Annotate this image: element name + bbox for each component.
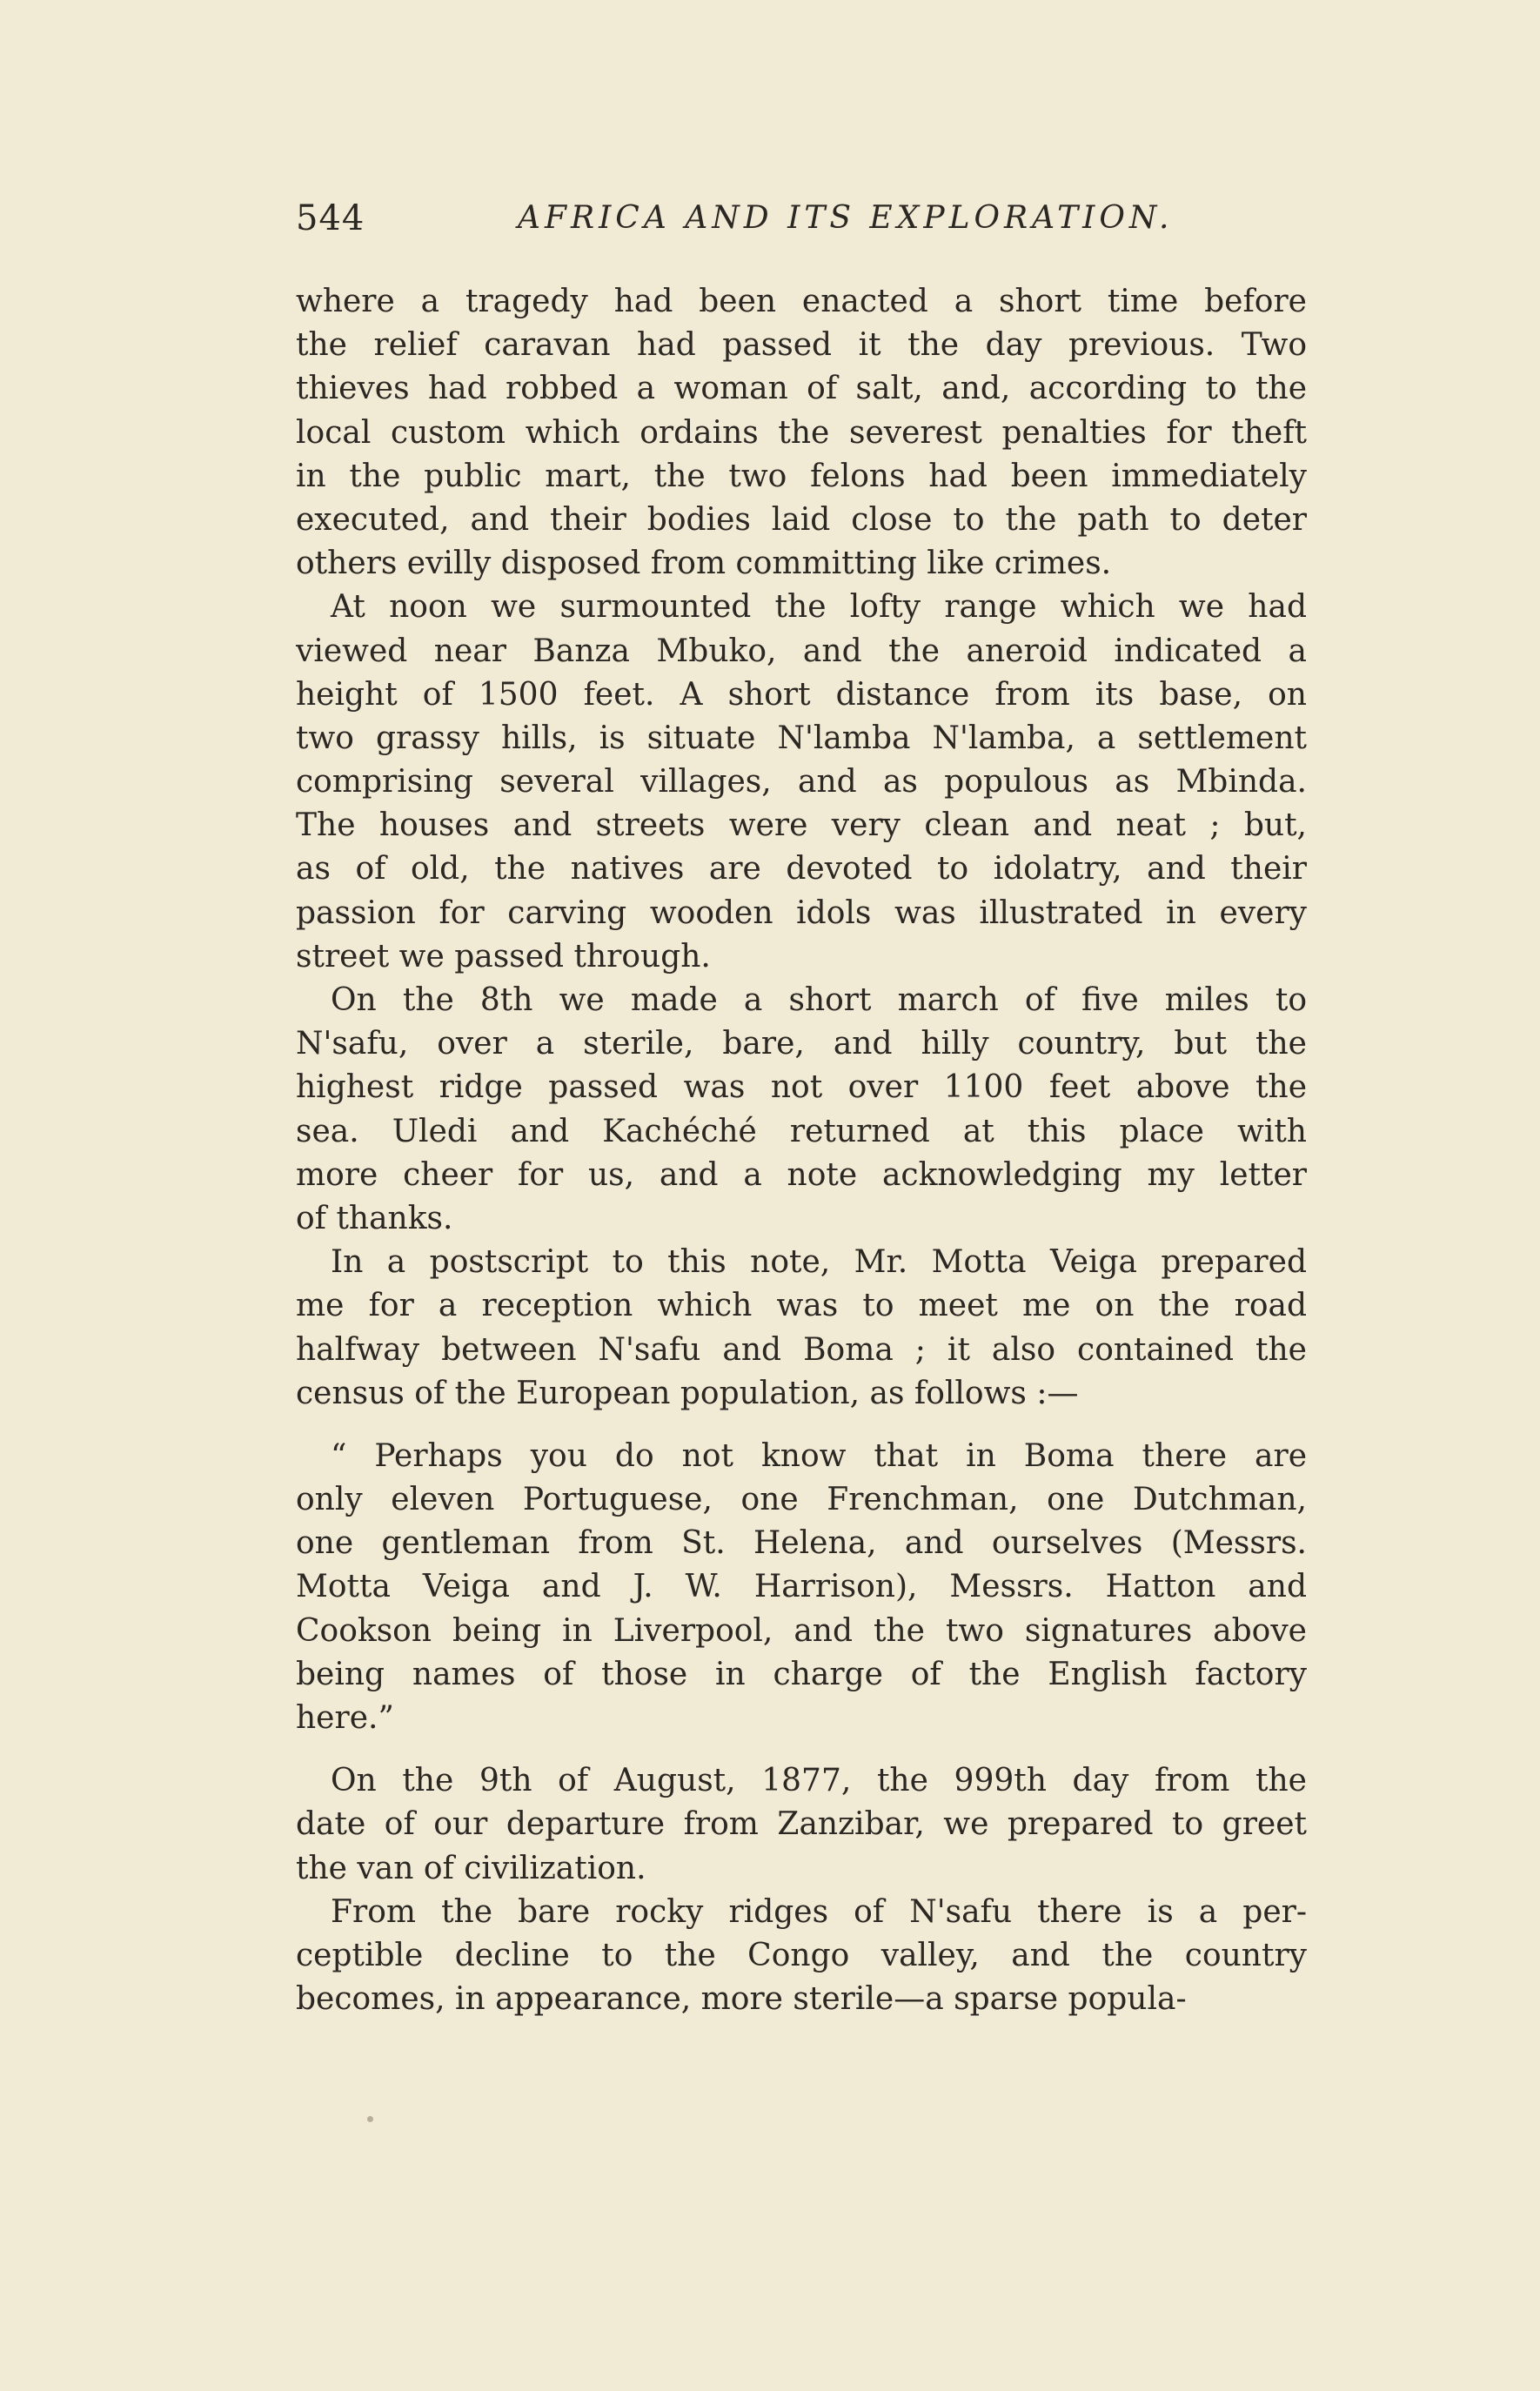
- text-line: ceptible decline to the Congo valley, and the country: [296, 1937, 1307, 1973]
- text-line: From the bare rocky ridges of N'safu there is a per-: [331, 1893, 1307, 1930]
- text-line: census of the European population, as follows :—: [296, 1375, 1079, 1411]
- paragraph: [296, 979, 1307, 1241]
- paragraph: [296, 1891, 1307, 2022]
- text-line: highest ridge passed was not over 1100 feet above the: [296, 1069, 1307, 1106]
- text-line: me for a reception which was to meet me on the road: [296, 1288, 1307, 1324]
- text-line: On the 8th we made a short march of five miles to: [331, 982, 1307, 1018]
- text-line: the relief caravan had passed it the day previous. Two: [296, 327, 1307, 364]
- text-line: local custom which ordains the severest penalties for theft: [296, 414, 1307, 451]
- body-text: [296, 280, 1307, 2021]
- text-line: executed, and their bodies laid close to the path to deter: [296, 501, 1307, 538]
- text-line: street we passed through.: [296, 938, 711, 974]
- text-line: here.”: [296, 1700, 394, 1736]
- text-line: the van of civilization.: [296, 1850, 646, 1886]
- text-line: halfway between N'safu and Boma ; it also contained the: [296, 1331, 1307, 1368]
- text-line: others evilly disposed from committing like crimes.: [296, 546, 1112, 582]
- text-line: At noon we surmounted the lofty range which we had: [331, 589, 1307, 626]
- text-line: thieves had robbed a woman of salt, and, according to the: [296, 371, 1307, 407]
- text-line: more cheer for us, and a note acknowledging my letter: [296, 1156, 1307, 1193]
- text-line: sea. Uledi and Kachéché returned at this place with: [296, 1113, 1307, 1149]
- paragraph: [296, 1241, 1307, 1416]
- text-line: “ Perhaps you do not know that in Boma there are: [331, 1437, 1307, 1474]
- text-line: height of 1500 feet. A short distance from its base, on: [296, 676, 1307, 713]
- text-line: comprising several villages, and as populous as Mbinda.: [296, 764, 1307, 800]
- text-line: viewed near Banza Mbuko, and the aneroid indicated a: [296, 633, 1307, 669]
- text-line: two grassy hills, is situate N'lamba N'lamba, a settlement: [296, 720, 1307, 756]
- text-line: passion for carving wooden idols was illustrated in every: [296, 894, 1307, 931]
- text-line: In a postscript to this note, Mr. Motta Veiga prepared: [331, 1244, 1307, 1281]
- text-line: being names of those in charge of the English factory: [296, 1656, 1307, 1692]
- paragraph: [296, 1759, 1307, 1891]
- text-line: only eleven Portuguese, one Frenchman, one Dutchman,: [296, 1482, 1307, 1518]
- text-line: On the 9th of August, 1877, the 999th day from the: [331, 1763, 1307, 1799]
- text-line: Cookson being in Liverpool, and the two signatures above: [296, 1612, 1307, 1649]
- print-speck: [367, 2116, 373, 2122]
- text-line: The houses and streets were very clean and neat ; but,: [296, 807, 1307, 844]
- page-number: 544: [296, 198, 365, 238]
- text-line: as of old, the natives are devoted to idolatry, and their: [296, 851, 1307, 887]
- text-line: where a tragedy had been enacted a short time before: [296, 284, 1307, 319]
- text-line: becomes, in appearance, more sterile—a sparse popula-: [296, 1981, 1187, 2018]
- text-line: date of our departure from Zanzibar, we prepared to greet: [296, 1806, 1307, 1843]
- text-line: N'safu, over a sterile, bare, and hilly country, but the: [296, 1026, 1307, 1062]
- text-line: one gentleman from St. Helena, and ourselves (Messrs.: [296, 1525, 1307, 1562]
- text-line: Motta Veiga and J. W. Harrison), Messrs. Hatton and: [296, 1569, 1307, 1605]
- paragraph: [296, 280, 1307, 586]
- text-line: of thanks.: [296, 1200, 453, 1236]
- page-header: [296, 198, 1305, 251]
- text-line: in the public mart, the two felons had been immediately: [296, 458, 1307, 494]
- paragraph: [296, 586, 1307, 979]
- quoted-letter: [296, 1435, 1307, 1740]
- running-title: AFRICA AND ITS EXPLORATION.: [518, 200, 1174, 236]
